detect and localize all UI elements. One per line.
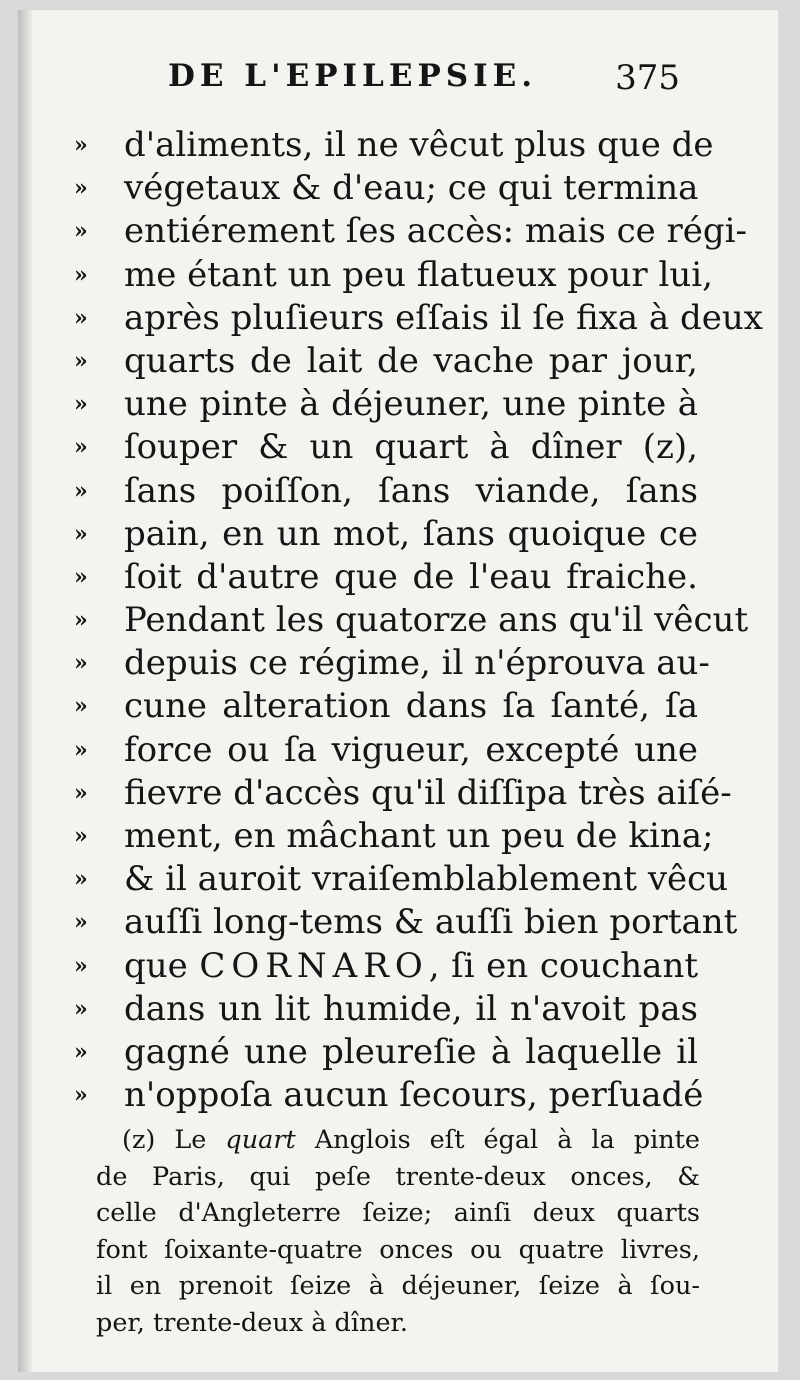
quotation-mark: » (74, 261, 88, 288)
line-text: gagné une pleureſie à laquelle il (124, 1031, 698, 1072)
quotation-mark: » (74, 520, 88, 547)
line-text: ment, en mâchant un peu de kina; (124, 816, 714, 856)
line-text: d'aliments, il ne vêcut plus que de (124, 125, 714, 165)
line-text: ſouper & un quart à dîner (z), (124, 427, 698, 468)
text-line (74, 729, 698, 772)
quotation-mark: » (74, 693, 88, 720)
quotation-mark: » (74, 650, 88, 677)
text-line (74, 599, 749, 642)
footnote-line: per, trente-deux à dîner. (96, 1307, 409, 1338)
page-gutter-shadow (18, 10, 32, 1372)
running-title: DE L'EPILEPSIE. (168, 58, 538, 94)
quotation-mark: » (74, 304, 88, 331)
line-text: n'oppoſa aucun ſecours, perſuadé (124, 1075, 704, 1116)
line-text: depuis ce régime, il n'éprouva au- (124, 643, 710, 684)
line-text: cune alteration dans ſa ſanté, ſa (124, 686, 698, 727)
line-text: entiérement ſes accès: mais ce régi- (124, 211, 748, 252)
quotation-mark: » (74, 1038, 88, 1065)
line-text: ſans poiſſon, ſans viande, ſans (124, 470, 698, 511)
quotation-mark: » (74, 866, 88, 893)
quotation-mark: » (74, 218, 88, 245)
line-text: me étant un peu flatueux pour lui, (124, 254, 713, 295)
footnote-text-segment: Anglois eſt égal à la pinte (314, 1125, 700, 1155)
quotation-mark: » (74, 952, 88, 979)
book-page (18, 10, 778, 1372)
text-line (74, 297, 763, 340)
text-line (74, 556, 698, 599)
text-line (74, 124, 714, 167)
quotation-mark: » (74, 909, 88, 936)
quotation-mark: » (74, 1082, 88, 1109)
text-line (74, 945, 698, 988)
quotation-mark: » (74, 779, 88, 806)
footnote-text-segment: Le (174, 1125, 207, 1155)
footnote-line (96, 1122, 700, 1159)
line-text: pain, en un mot, ſans quoique ce (124, 513, 698, 554)
text-line (74, 901, 738, 944)
text-line (74, 772, 732, 815)
main-text (74, 124, 763, 1117)
line-text: végetaux & d'eau; ce qui termina (124, 168, 699, 209)
footnote-line: font ſoixante-quatre onces ou quatre livres, (96, 1234, 700, 1265)
quotation-mark: » (74, 175, 88, 202)
line-text: auſſi long-tems & auſſi bien portant (124, 902, 738, 943)
footnote-line: celle d'Angleterre ſeize; ainſi deux quarts (96, 1198, 700, 1228)
text-line (74, 254, 713, 297)
line-text: une pinte à déjeuner, une pinte à (124, 384, 698, 425)
footnote-line: il en prenoit ſeize à déjeuner, ſeize à ſou- (96, 1271, 700, 1301)
footnote-marker: (z) (122, 1125, 156, 1155)
text-line (74, 383, 698, 426)
text-line (74, 426, 698, 469)
text-line (74, 685, 698, 728)
text-line (74, 1074, 704, 1117)
line-text: quarts de lait de vache par jour, (124, 340, 698, 381)
footnote-italic-term: quart (225, 1125, 296, 1155)
line-text: Pendant les quatorze ans qu'il vêcut (124, 600, 749, 641)
line-text-segment: , ſi en couchant (428, 945, 698, 986)
line-text: après pluſieurs eſſais il ſe fixa à deux (124, 297, 763, 338)
line-text: fievre d'accès qu'il diſſipa très aiſé- (124, 772, 732, 813)
text-line (74, 642, 710, 685)
text-line (74, 210, 748, 253)
line-text: force ou ſa vigueur, excepté une (124, 729, 698, 770)
text-line (74, 340, 698, 383)
quotation-mark: » (74, 477, 88, 504)
line-text: & il auroit vraiſemblablement vêcu (124, 859, 729, 900)
line-text: ſoit d'autre que de l'eau fraiche. (124, 556, 698, 597)
quotation-mark: » (74, 995, 88, 1022)
quotation-mark: » (74, 347, 88, 374)
quotation-mark: » (74, 563, 88, 590)
text-line (74, 858, 729, 901)
quotation-mark: » (74, 132, 88, 158)
quotation-mark: » (74, 434, 88, 461)
page-number: 375 (615, 58, 680, 98)
page-header (168, 58, 708, 108)
line-text: dans un lit humide, il n'avoit pas (124, 988, 698, 1029)
quotation-mark: » (74, 736, 88, 763)
text-line (74, 988, 698, 1031)
person-name-cornaro: CORNARO (199, 945, 429, 986)
text-line (74, 815, 714, 858)
quotation-mark: » (74, 607, 88, 634)
text-line (74, 167, 698, 210)
text-line (74, 513, 698, 556)
text-line (74, 470, 698, 513)
line-text-segment: que (124, 945, 188, 986)
text-line (74, 1031, 698, 1074)
footnote (96, 1122, 700, 1341)
quotation-mark: » (74, 391, 88, 418)
quotation-mark: » (74, 823, 88, 849)
line-text-with-name (124, 945, 698, 988)
footnote-line: de Paris, qui peſe trente-deux onces, & (96, 1161, 700, 1192)
